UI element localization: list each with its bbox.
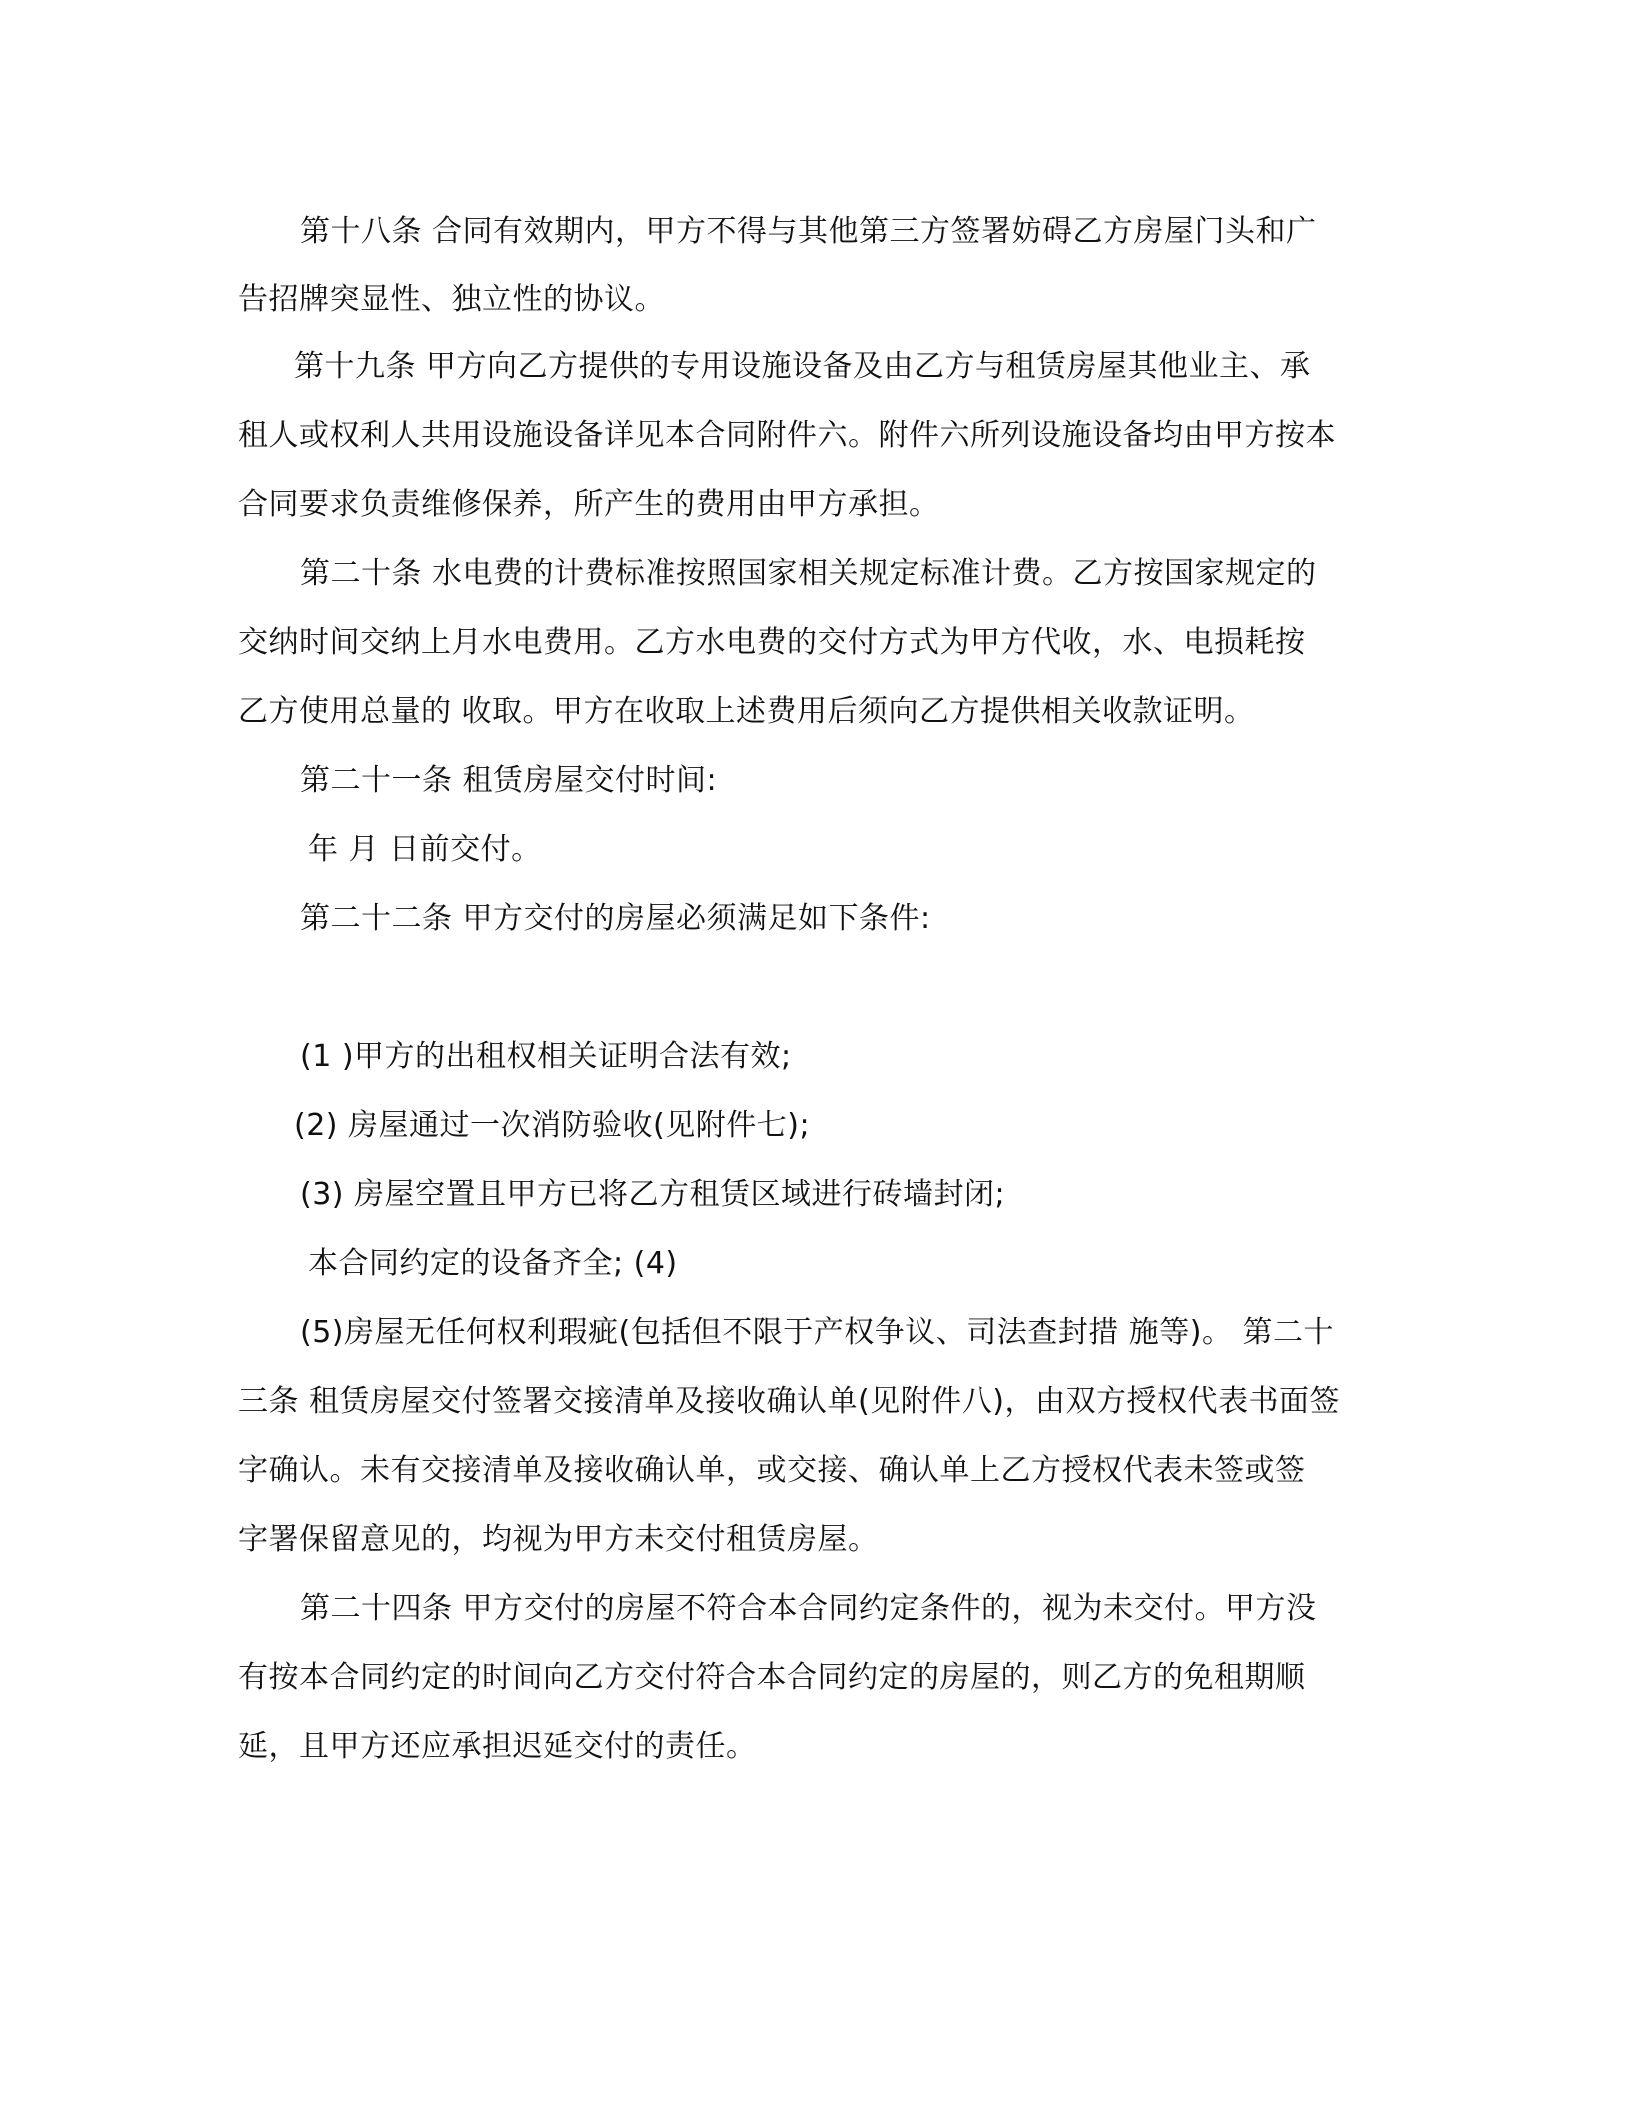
text-line: 第二十二条 甲方交付的房屋必须满足如下条件: [300,901,931,936]
text-line: 交纳时间交纳上月水电费用。乙方水电费的交付方式为甲方代收，水、电损耗按 [238,625,1306,660]
text-line: 乙方使用总量的 收取。甲方在收取上述费用后须向乙方提供相关收款证明。 [238,694,1255,729]
text-line: (1 )甲方的出租权相关证明合法有效; [300,1039,792,1074]
text-line: (5)房屋无任何权利瑕疵(包括但不限于产权争议、司法查封措 施等)。 第二十 [300,1315,1334,1350]
text-line: 第十九条 甲方向乙方提供的专用设施设备及由乙方与租赁房屋其他业主、承 [294,349,1311,384]
text-line: 延，且甲方还应承担迟延交付的责任。 [238,1729,757,1764]
text-line: 有按本合同约定的时间向乙方交付符合本合同约定的房屋的，则乙方的免租期顺 [238,1660,1306,1695]
text-line: 字署保留意见的，均视为甲方未交付租赁房屋。 [238,1522,879,1557]
text-line: 租人或权利人共用设施设备详见本合同附件六。附件六所列设施设备均由甲方按本 [238,418,1336,453]
text-line: (2) 房屋通过一次消防验收(见附件七); [294,1108,811,1143]
text-line: 字确认。未有交接清单及接收确认单，或交接、确认单上乙方授权代表未签或签 [238,1453,1306,1488]
text-line: 告招牌突显性、独立性的协议。 [238,282,665,317]
text-line: 第十八条 合同有效期内，甲方不得与其他第三方签署妨碍乙方房屋门头和广 [300,214,1317,249]
text-line: 合同要求负责维修保养，所产生的费用由甲方承担。 [238,487,940,522]
text-line: 第二十一条 租赁房屋交付时间: [300,763,718,798]
text-line: 三条 租赁房屋交付签署交接清单及接收确认单(见附件八)，由双方授权代表书面签 [238,1384,1340,1419]
text-line: 本合同约定的设备齐全; (4) [308,1246,678,1281]
text-line: (3) 房屋空置且甲方已将乙方租赁区域进行砖墙封闭; [300,1177,1006,1212]
text-line: 第二十条 水电费的计费标准按照国家相关规定标准计费。乙方按国家规定的 [300,556,1317,591]
text-line: 第二十四条 甲方交付的房屋不符合本合同约定条件的，视为未交付。甲方没 [300,1591,1317,1626]
text-line: 年 月 日前交付。 [308,832,542,867]
